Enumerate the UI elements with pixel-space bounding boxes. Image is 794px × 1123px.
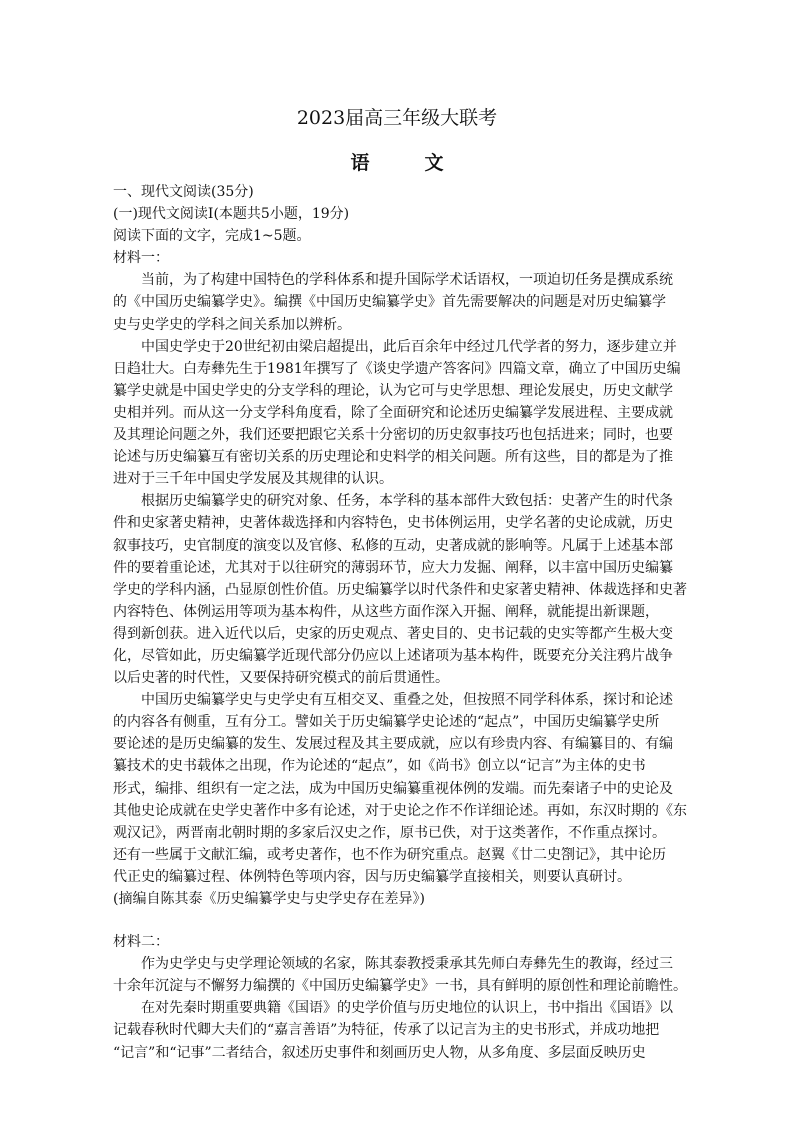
text-line: 要论述的是历史编纂的发生、发展过程及其主要成就，应以有珍贵内容、有编纂目的、有编 bbox=[113, 736, 673, 753]
text-line: 其他史论成就在史学史著作中多有论述，对于史论之作不作详细论述。再如，东汉时期的《东 bbox=[113, 802, 687, 819]
text-line: (摘编自陈其泰《历史编纂学史与史学史存在差异》) bbox=[113, 891, 425, 907]
exam-title: 2023届高三年级大联考 bbox=[296, 107, 498, 129]
text-line: 中国史学史于20世纪初由梁启超提出，此后百余年中经过几代学者的努力，逐步建立并 bbox=[113, 338, 677, 355]
text-line: “记言”和“记事”二者结合，叙述历史事件和刻画历史人物，从多角度、多层面反映历史 bbox=[113, 1044, 646, 1061]
text-line: 观汉记》，两晋南北朝时期的多家后汉史之作，原书已佚，对于这类著作，不作重点探讨。 bbox=[113, 824, 666, 841]
text-line: 纂学史就是中国史学史的分支学科的理论，认为它可与史学思想、理论发展史，历史文献学 bbox=[113, 382, 673, 399]
text-line: 在对先秦时期重要典籍《国语》的史学价值与历史地位的认识上，书中指出《国语》以 bbox=[113, 1000, 673, 1017]
subject-heading: 语 文 bbox=[350, 152, 462, 174]
text-line: 日趋壮大。白寿彝先生于1981年撰写了《谈史学遗产答客问》四篇文章，确立了中国历史编 bbox=[113, 360, 681, 377]
text-line: 进对于三千年中国史学发展及其规律的认识。 bbox=[113, 471, 393, 488]
text-line: 化，尽管如此，历史编纂学近现代部分仍应以上述诸项为基本构件，既要充分关注鸦片战争 bbox=[113, 647, 673, 664]
text-line: 还有一些属于文献汇编，或考史著作，也不作为研究重点。赵翼《廿二史劄记》，其中论历 bbox=[113, 846, 666, 863]
text-line: 作为史学史与史学理论领域的名家，陈其泰教授秉承其先师白寿彝先生的教诲，经过三 bbox=[113, 956, 673, 973]
text-line: 论述与历史编纂互有密切关系的历史理论和史料学的相关问题。所有这些，目的都是为了推 bbox=[113, 449, 673, 466]
text-line: 史相并列。而从这一分支学科角度看，除了全面研究和论述历史编纂学发展进程、主要成就 bbox=[113, 404, 673, 421]
text-line: 代正史的编纂过程、体例特色等项内容，因与历史编纂学直接相关，则要认真研讨。 bbox=[113, 868, 631, 885]
text-line: 的《中国历史编纂学史》。编撰《中国历史编纂学史》首先需要解决的问题是对历史编纂学 bbox=[113, 294, 666, 311]
text-line: 记载春秋时代卿大夫们的“嘉言善语”为特征，传承了以记言为主的史书形式，并成功地把 bbox=[113, 1022, 660, 1039]
text-line: 内容特色、体例运用等项为基本构件，从这些方面作深入开掘、阐释，就能提出新课题， bbox=[113, 603, 659, 620]
text-line: 得到新创获。进入近代以后，史家的历史观点、著史目的、史书记载的史实等都产生极大变 bbox=[113, 625, 673, 642]
text-line: 件和史家著史精神，史著体裁选择和内容特色，史书体例运用，史学名著的史论成就，历史 bbox=[113, 515, 673, 532]
text-line: 及其理论问题之外，我们还要把跟它关系十分密切的历史叙事技巧也包括进来；同时，也要 bbox=[113, 427, 673, 444]
text-line: 中国历史编纂学史与史学史有互相交叉、重叠之处，但按照不同学科体系，探讨和论述 bbox=[113, 692, 673, 709]
text-line: 件的要着重论述，尤其对于以往研究的薄弱环节，应大力发掘、阐释，以丰富中国历史编纂 bbox=[113, 559, 673, 576]
text-line: 材料一： bbox=[113, 250, 169, 267]
text-line: 形式，编排、组织有一定之法，成为中国历史编纂重视体例的发端。而先秦诸子中的史论及 bbox=[113, 780, 673, 797]
text-line: 一、现代文阅读(35分) bbox=[113, 184, 254, 200]
text-line: 当前，为了构建中国特色的学科体系和提升国际学术话语权，一项迫切任务是撰成系统 bbox=[113, 272, 673, 289]
text-line: 以后史著的时代性，又要保持研究模式的前后贯通性。 bbox=[113, 670, 449, 687]
text-line: 纂技术的史书载体之出现，作为论述的“起点”，如《尚书》创立以“记言”为主体的史书 bbox=[113, 758, 646, 775]
text-line: 史与史学史的学科之间关系加以辨析。 bbox=[113, 316, 351, 333]
text-line: (一)现代文阅读Ⅰ(本题共5小题，19分) bbox=[113, 206, 350, 223]
text-line: 的内容各有侧重，互有分工。譬如关于历史编纂学史论述的“起点”，中国历史编纂学史所 bbox=[113, 714, 660, 731]
text-line: 学史的学科内涵，凸显原创性价值。历史编纂学以时代条件和史家著史精神、体裁选择和史著 bbox=[113, 581, 687, 598]
text-line bbox=[113, 910, 681, 931]
text-line: 阅读下面的文字，完成1~5题。 bbox=[113, 228, 311, 245]
text-line: 材料二： bbox=[113, 934, 169, 951]
reading-passage bbox=[113, 181, 687, 1064]
text-line: 叙事技巧，史官制度的演变以及官修、私修的互动，史著成就的影响等。凡属于上述基本部 bbox=[113, 537, 673, 554]
text-line: 根据历史编纂学史的研究对象、任务，本学科的基本部件大致包括：史著产生的时代条 bbox=[113, 493, 673, 510]
text-line: 十余年沉淀与不懈努力编撰的《中国历史编纂学史》一书，具有鲜明的原创性和理论前瞻性。 bbox=[113, 978, 687, 995]
